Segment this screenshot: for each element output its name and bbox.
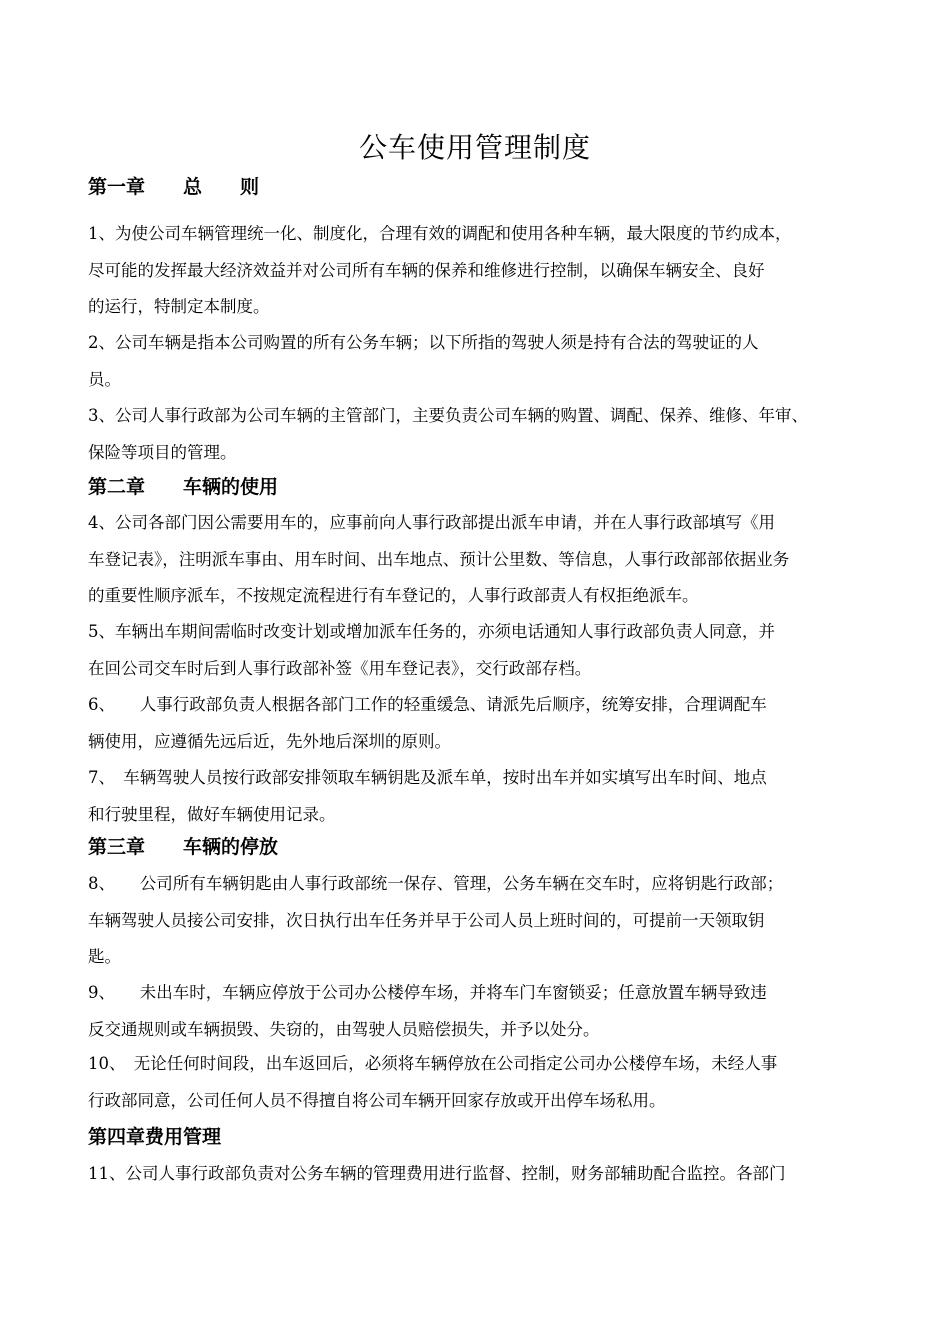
- document-title: 公车使用管理制度: [358, 131, 591, 164]
- paragraph-line: 5、车辆出车期间需临时改变计划或增加派车任务的，亦须电话通知人事行政部负责人同意，并: [88, 622, 775, 641]
- chapter-4-heading: 第四章费用管理: [88, 1126, 222, 1148]
- paragraph-3: [88, 398, 863, 471]
- paragraph-5: [88, 614, 863, 687]
- paragraph-line: 11、公司人事行政部负责对公务车辆的管理费用进行监督、控制，财务部辅助配合监控。各部门: [88, 1164, 786, 1183]
- paragraph-line: 的重要性顺序派车，不按规定流程进行有车登记的，人事行政部责人有权拒绝派车。: [88, 586, 699, 605]
- paragraph-line: 和行驶里程，做好车辆使用记录。: [88, 804, 336, 824]
- paragraph-1: [88, 216, 863, 326]
- paragraph-line: 保险等项目的管理。: [88, 442, 237, 462]
- paragraph-line: 10、 无论任何时间段，出车返回后，必须将车辆停放在公司指定公司办公楼停车场，未经人事: [88, 1054, 778, 1073]
- paragraph-7: [88, 760, 863, 833]
- paragraph-2: [88, 325, 863, 398]
- paragraph-line: 9、 未出车时，车辆应停放于公司办公楼停车场，并将车门车窗锁妥；任意放置车辆导致违: [88, 983, 767, 1002]
- paragraph-line: 员。: [88, 369, 121, 389]
- paragraph-line: 8、 公司所有车辆钥匙由人事行政部统一保存、管理，公务车辆在交车时，应将钥匙行政部；: [88, 874, 784, 893]
- chapter-3-heading: 第三章 车辆的停放: [88, 836, 279, 858]
- paragraph-line: 1、为使公司车辆管理统一化、制度化，合理有效的调配和使用各种车辆，最大限度的节约成本，: [88, 224, 792, 243]
- paragraph-line: 4、公司各部门因公需要用车的，应事前向人事行政部提出派车申请，并在人事行政部填写《用: [88, 513, 775, 532]
- paragraph-line: 在回公司交车时后到人事行政部补签《用车登记表》，交行政部存档。: [88, 658, 592, 678]
- chapter-2-heading: 第二章 车辆的使用: [88, 476, 279, 498]
- paragraph-line: 3、公司人事行政部为公司车辆的主管部门，主要负责公司车辆的购置、调配、保养、维修、年审、: [88, 406, 808, 425]
- paragraph-line: 2、公司车辆是指本公司购置的所有公务车辆；以下所指的驾驶人须是持有合法的驾驶证的人: [88, 333, 759, 352]
- paragraph-line: 尽可能的发挥最大经济效益并对公司所有车辆的保养和维修进行控制，以确保车辆安全、良好: [88, 260, 765, 280]
- paragraph-line: 反交通规则或车辆损毁、失窃的，由驾驶人员赔偿损失，并予以处分。: [88, 1019, 600, 1039]
- paragraph-line: 的运行，特制定本制度。: [88, 297, 270, 316]
- paragraph-11: [88, 1156, 863, 1193]
- paragraph-4: [88, 505, 863, 615]
- paragraph-6: [88, 687, 863, 760]
- paragraph-9: [88, 975, 863, 1048]
- paragraph-line: 行政部同意，公司任何人员不得擅自将公司车辆开回家存放或开出停车场私用。: [88, 1090, 666, 1110]
- paragraph-line: 车辆驾驶人员接公司安排，次日执行出车任务并早于公司人员上班时间的，可提前一天领取钥: [88, 910, 765, 930]
- paragraph-line: 7、 车辆驾驶人员按行政部安排领取车辆钥匙及派车单，按时出车并如实填写出车时间、地点: [88, 768, 767, 787]
- paragraph-line: 车登记表》，注明派车事由、用车时间、出车地点、预计公里数、等信息，人事行政部部依据业务: [88, 549, 790, 569]
- chapter-1-heading: 第一章 总 则: [88, 176, 260, 198]
- paragraph-line: 匙。: [88, 947, 121, 966]
- paragraph-8: [88, 866, 863, 976]
- paragraph-line: 6、 人事行政部负责人根据各部门工作的轻重缓急、请派先后顺序，统筹安排，合理调配车: [88, 695, 767, 714]
- paragraph-10: [88, 1046, 863, 1119]
- paragraph-line: 辆使用，应遵循先远后近，先外地后深圳的原则。: [88, 731, 451, 751]
